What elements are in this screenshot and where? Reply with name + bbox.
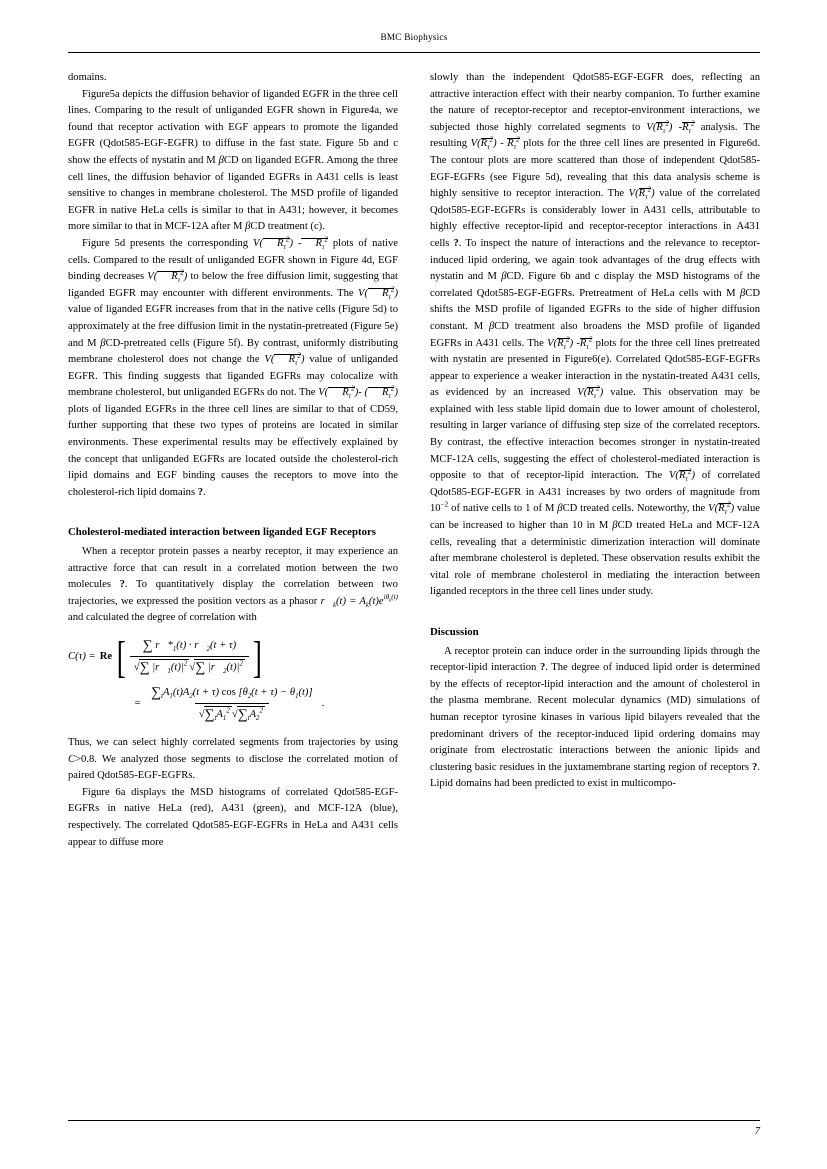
greek-beta: β <box>612 520 618 532</box>
paragraph-text: . Lipid domains had been predicted to exist in multicompo- <box>430 761 760 790</box>
math-V-Rtau2: $V(R_\tau^2)$ <box>470 135 497 152</box>
math-phasor: $r⃗_k(t) = A_k(t)e^{i\theta_k(t)}$ <box>320 593 398 609</box>
citation-marker[interactable]: ? <box>752 761 758 773</box>
paragraph-discussion-1 <box>430 644 760 793</box>
greek-beta: β <box>557 503 563 515</box>
equation-lhs: C(τ) = <box>68 651 96 663</box>
bracket-right: ] <box>252 632 262 682</box>
equation-fraction-2 <box>147 685 316 725</box>
equation-fraction-1 <box>130 638 249 678</box>
paragraph-text: value can be increased to higher than 10 in M <box>430 503 760 532</box>
math-power-ten: $10^{-2}$ <box>430 500 449 515</box>
paragraph-text: plots for the three cell lines are presented in Figure6d. The contour plots are more scattered than those of independent Qdot585-EGF-EGFRs (see Figure 5d), revealing that this data analysis scheme is highly sensitive to receptor interaction. The <box>430 138 760 200</box>
display-equation-correlation <box>68 632 398 724</box>
math-V-Rtau2: V( $R_\tau^2$) <box>147 268 188 285</box>
paragraph-slowly-than: slowly than the independent Qdot585-EGF-EGFR does, reflecting an attractive interaction effect with their nearby companion. To further examine the nature of receptor-receptor and receptor-environment interactions, we subjected those highly correlated segments to $V(R_\tau^2)$ $-R_\tau^2$ analysis. The resulting $V(R_\tau^2) - R_\tau^2$ plots for the three cell lines are presented in Figure6d. The contour plots are more scattered than those of independent Qdot585-EGF-EGFRs (see Figure 5d), revealing that this data analysis scheme is highly sensitive to receptor interaction. The $V(R_\tau^2)$ value of the correlated Qdot585-EGF-EGFRs is considerably lower in A431 cells, attributable to highly effective receptor-lipid and receptor-receptor interactions in A431 cells ?. To inspect the nature of interactions and the relevance to receptor-induced lipid ordering, we again took advantages of the drug effects with nystatin and M βCD. Figure 6b and c display the MSD histograms of the correlated Qdot585-EGF-EGFRs. Pretreatment of HeLa cells with M βCD shifts the MSD profile of liganded EGFRs to the side of higher diffusion constant. M βCD treatment also broadens the MSD profile of liganded EGFRs in A431 cells. The $V(R_\tau^2)$ $-R_\tau^2$ plots for the three cell lines pretreated with nystatin are presented in Figure6(e). Correlated Qdot585-EGF-EGFRs appear to experience a weaker interaction in the nystatin-treated A431 cells, as evidenced by an increased $V(R_\tau^2)$ value. This observation may be explained with less stable lipid domain due to lower amount of cholesterol, resulting in larger variance of diffusing step size of the correlated receptors. By contrast, the effective interaction becomes stronger in nystatin-treated MCF-12A cells, suggesting the effect of cholesterol-mediated interaction is opposite to that of receptor-lipid interaction. The $V(R_\tau^2)$ of correlated Qdot585-EGF-EGFR in A431 increases by two orders of magnitude from $10^{-2}$ of native cells to 1 of M βCD treated cells. Noteworthy, the $V(R_\tau^2)$ value can be increased to higher than 10 in M βCD treated HeLa and MCF-12A cells, revealing that a deterministic dimerization interaction will dominate after membrane cholesterol is depleted. These observation results exhibit the vital role of membrane cholesterol in mediating the interaction between liganded receptors in the three cell lines under study. <box>430 72 761 598</box>
greek-beta: β <box>245 221 251 233</box>
equation-equals: = <box>134 698 142 709</box>
footer-rule <box>68 1120 760 1121</box>
greek-beta: β <box>740 287 746 299</box>
paragraph-text: value. This observation may be explained with less stable lipid domain due to lower amount of cholesterol, resulting in larger variance of diffusing step size of the correlated receptors. By contrast, the effective interaction becomes stronger in nystatin-treated MCF-12A cells, suggesting the effect of cholesterol-mediated interaction is opposite to that of receptor-lipid interaction. The <box>430 387 760 482</box>
citation-marker[interactable]: ? <box>197 486 204 498</box>
math-V-Rtau2: V( $R_\tau^2$) <box>318 384 359 401</box>
paragraph-text: A receptor protein can induce order in the surrounding lipids through the receptor-lipid interaction <box>430 645 760 674</box>
paragraph-text: value of the correlated Qdot585-EGF-EGFRs is considerably lower in A431 cells, attributable to highly effective receptor-lipid and receptor-receptor interactions in A431 cells <box>430 188 760 249</box>
paragraph-text: CD treatment (c). <box>250 221 325 233</box>
paragraph-text: . The degree of induced lipid order is determined by the effects of receptor-lipid interaction and the amount of cholesterol in the plasma membrane. Recent molecular dynamics (MD) simulations of human receptor tyrosine kinases in various lipid bilayers revealed that the predominant drivers of the receptor-induced lipid ordering domains may originate from electrostatic interactions between the anionic lipids and clustering basic residues in the juxtamembrane starting region of receptors <box>430 662 760 773</box>
paragraph-text: domains. <box>68 72 107 83</box>
paragraph-text: analysis. The resulting <box>430 121 760 150</box>
right-column <box>430 70 760 1105</box>
paragraph-text: plots of native cells. Compared to the result of unliganded EGFR shown in Figure 4d, EGF binding decreases <box>68 237 398 283</box>
math-Rtau2: $R_\tau^2$ <box>579 334 593 351</box>
paragraph-text: CD treatment also broadens the MSD profile of liganded EGFRs in A431 cells. The <box>430 320 761 349</box>
math-V-Rtau2: V( $R_\tau^2$) <box>264 351 305 368</box>
greek-beta: β <box>218 154 224 166</box>
paragraph-text: and calculated the degree of correlation with <box>68 612 257 624</box>
page-number: 7 <box>754 1126 760 1137</box>
paragraph-text: plots for the three cell lines pretreated with nystatin are presented in Figure6(e). Correlated Qdot585-EGF-EGFRs appear to experience a weaker interaction in the nystatin-treated A431 cells, as evidenced by an increased <box>430 337 760 399</box>
paragraph-text: CD treated cells. Noteworthy, the <box>562 503 709 515</box>
greek-beta: β <box>100 337 106 349</box>
math-V-Rtau2: $V(R_\tau^2)$ <box>577 384 604 401</box>
paragraph-text: CD-pretreated cells (Figure 5f). By contrast, uniformly distributing membrane cholesterol does not change the <box>68 337 398 366</box>
paragraph-text: . To quantitatively display the correlation between two trajectories, we expressed the position vectors as a phasor <box>68 579 398 607</box>
math-C: C <box>68 753 76 765</box>
paragraph-text: CD on liganded EGFR. Among the three cell lines, the diffusion behavior of liganded EGFRs in A431 cells is least sensitive to changes in membrane cholesterol. The MSD profile of liganded EGFR in native HeLa cells is similar to that in A431; however, it becomes more similar to that in MCF-12A after M <box>68 154 398 233</box>
equation-denominator: $√\sum_tA_1^2$ $√\sum_tA_2^2$ <box>195 703 269 724</box>
paragraph-figure5d: Figure 5d presents the corresponding V( $R_\tau^2) - R_\tau^2$ plots of native cells. Compared to the result of unliganded EGFR shown in Figure 4d, EGF binding decreases V( $R_\tau^2$) to below the free diffusion limit, suggesting that liganded EGFR may encounter with different environments. The V( $R_\tau^2$) value of liganded EGFR increases from that in the native cells (Figure 5d) to approximately at the free diffusion limit in the nystatin-pretreated (Figure 5e) and M βCD-pretreated cells (Figure 5f). By contrast, uniformly distributing membrane cholesterol does not change the V( $R_\tau^2$) value of unliganded EGFR. This finding suggests that liganded EGFRs may colocalize with membrane cholesterol, but unliganded EGFRs do not. The V( $R_\tau^2)-$ ( $R_\tau^2$) plots of liganded EGFRs in the three cell lines are similar to that of CD59, further supporting that these two types of proteins are located in similar environments. These experimental results may be effectively explained by the concept that unliganded EGFRs are located outside the cholesterol-rich lipid domains and EGF binding causes the receptors to move into the cholesterol-rich lipid domains ?. <box>68 235 398 498</box>
body-columns <box>68 70 760 1105</box>
section-heading-discussion: Discussion <box>430 626 479 638</box>
citation-marker[interactable]: ? <box>453 237 459 249</box>
math-V-Rtau2: V( $R_\tau^2$) <box>357 285 398 301</box>
paragraph-thus-select <box>68 735 398 785</box>
paragraph-receptor-protein <box>68 544 398 627</box>
paragraph-text: CD shifts the MSD profile of liganded EGFRs to the side of higher diffusion constant. M <box>430 287 760 332</box>
paragraph-text: Figure5a depicts the diffusion behavior of liganded EGFR in the three cell lines. Comparing to the result of unliganded EGFR shown in Figure4a, we found that receptor activation with EGF appears to promote the liganded EGFR (Qdot585-EGF-EGFR) to diffuse in the fast state. Figure 5b and c show the effects of nystatin and M <box>68 88 398 166</box>
equation-line-2 <box>68 685 398 725</box>
paragraph-text: . To inspect the nature of interactions and the relevance to receptor-induced lipid ordering, we again took advantages of the drug effects with nystatin and M <box>430 237 761 283</box>
math-V-Rtau2: $V(R_\tau^2)$ <box>708 500 735 517</box>
paragraph-text: value of unliganded EGFR. This finding suggests that liganded EGFRs may colocalize with membrane cholesterol, but unliganded EGFRs do not. The <box>68 354 398 399</box>
equation-numerator: ∑ $r⃗*_1(t)$ · $r⃗_2(t + \tau)$ <box>142 638 237 654</box>
paragraph-text: When a receptor protein passes a nearby receptor, it may experience an attractive force that can result in a correlated motion between the two molecules <box>68 546 398 591</box>
math-Rtau2: $R_\tau^2$ <box>301 238 328 249</box>
paragraph-text: Figure 6a displays the MSD histograms of correlated Qdot585-EGF-EGFRs in native HeLa (red), A431 (green), and MCF-12A (blue), respectively. The correlated Qdot585-EGF-EGFRs in HeLa and A431 cells appear to diffuse more <box>68 786 398 848</box>
paragraph-text: plots of liganded EGFRs in the three cell lines are similar to that of CD59, further supporting that these two types of proteins are located in similar environments. These experimental results may be effectively explained by the concept that unliganded EGFRs are located outside the cholesterol-rich lipid domains and EGF binding causes the receptors to move into the cholesterol-rich lipid domains <box>68 403 398 498</box>
paragraph-text: . <box>203 486 206 498</box>
greek-beta: β <box>488 320 495 332</box>
paragraph-figure5a <box>68 87 398 236</box>
paragraph-text: of correlated Qdot585-EGF-EGFR in A431 increases by two orders of magnitude from <box>430 470 760 498</box>
math-V-Rtau2: $V(R_\tau^2)$ <box>646 119 673 135</box>
paragraph-text: slowly than the independent Qdot585-EGF-EGFR does, reflecting an attractive interaction effect with their nearby companion. To further examine the nature of receptor-receptor and receptor-environment interactions, we subjected those highly correlated segments to <box>430 72 760 133</box>
paragraph-text: Figure 5d presents the corresponding <box>82 237 254 249</box>
paragraph-text: to below the free diffusion limit, suggesting that liganded EGFR may encounter with different environments. The <box>68 271 398 299</box>
heading-spacer <box>68 501 398 524</box>
math-V-Rtau2: V( $R_\tau^2$) <box>253 235 294 252</box>
equation-period: . <box>321 698 325 709</box>
math-Rtau2: $R_\tau^2$ <box>507 135 520 152</box>
math-V-Rtau2: $V(R_\tau^2)$ <box>547 334 574 351</box>
equation-re-operator: Re <box>99 651 113 663</box>
equation-denominator: √∑ $|r⃗_1(t)|^2$ √∑ $|r⃗_2(t)|^2$ <box>130 656 249 677</box>
paragraph-figure6a <box>68 785 398 851</box>
running-header: BMC Biophysics <box>380 33 448 43</box>
paragraph-text: - <box>358 387 365 399</box>
section-heading-cholesterol: Cholesterol-mediated interaction between liganded EGF Receptors <box>68 526 376 539</box>
citation-marker[interactable]: ? <box>539 662 546 674</box>
math-V-Rtau2: $V(R_\tau^2)$ <box>628 185 655 202</box>
greek-beta: β <box>501 271 507 283</box>
paragraph-text: Thus, we can select highly correlated segments from trajectories by using <box>68 737 398 749</box>
math-Rtau2: $R_\tau^2$ <box>682 119 695 135</box>
header-rule <box>68 52 760 53</box>
paragraph-text: of native cells to 1 of M <box>448 503 558 515</box>
equation-numerator: $\sum_tA_1(t)A_2(t + \tau)$ $\cos [\theta_2(t + \tau) - \theta_1(t)]$ <box>151 685 313 701</box>
paragraph-text: >0.8. We analyzed those segments to disclose the correlated motion of paired Qdot585-EGF-EGFRs. <box>68 753 398 782</box>
citation-marker[interactable]: ? <box>119 579 125 591</box>
equation-line-1 <box>68 632 398 682</box>
math-Rtau2-paren: ( $R_\tau^2$) <box>364 384 398 401</box>
paragraph-text: value of liganded EGFR increases from that in the native cells (Figure 5d) to approximately at the free diffusion limit in the nystatin-pretreated (Figure 5e) and M <box>68 304 398 349</box>
bracket-left: [ <box>116 632 126 682</box>
left-column <box>68 70 398 1105</box>
heading-spacer <box>430 601 760 624</box>
paragraph-text: CD. Figure 6b and c display the MSD histograms of the correlated Qdot585-EGF-EGFRs. Pretreatment of HeLa cells with M <box>430 271 760 299</box>
math-V-Rtau2: $V(R_\tau^2)$ <box>668 467 695 484</box>
paragraph-text: CD treated HeLa and MCF-12A cells, revealing that a deterministic dimerization interaction will dominate after membrane cholesterol is depleted. These observation results exhibit the vital role of membrane cholesterol in mediating the interaction between liganded receptors in the three cell lines under study. <box>430 520 760 598</box>
paragraph-domains <box>68 70 398 87</box>
